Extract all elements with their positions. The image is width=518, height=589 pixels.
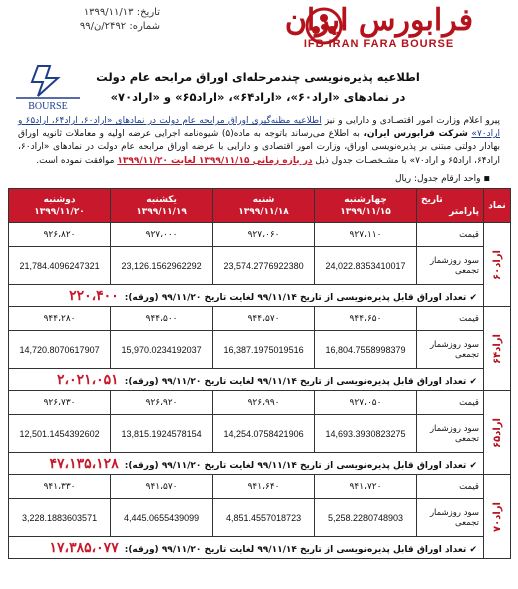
profit-label: سود روزشمار تجمعی <box>417 415 484 453</box>
day-name: یکشنبه <box>146 194 177 205</box>
price-cell: ۹۴۴،۲۸۰ <box>9 307 111 331</box>
profit-cell: 16,387.1975019516 <box>213 331 315 369</box>
profit-cell: 16,804.7558998379 <box>315 331 417 369</box>
total-value: ۲،۰۲۱،۰۵۱ <box>57 371 119 387</box>
profit-row <box>9 247 511 285</box>
date-block <box>20 6 160 34</box>
price-cell: ۹۲۷،۰۰۰ <box>111 223 213 247</box>
profit-label: سود روزشمار تجمعی <box>417 331 484 369</box>
price-row <box>9 391 511 415</box>
day-date: ۱۳۹۹/۱۱/۱۵ <box>340 206 391 217</box>
notice-body <box>18 115 500 168</box>
number-value: ۲۴۹۲/ن/۹۹ <box>79 21 127 32</box>
symbol-cell: اراد۶۵ <box>484 391 511 475</box>
day-name: دوشنبه <box>43 194 76 205</box>
profit-row <box>9 499 511 537</box>
table-header-row <box>9 189 511 223</box>
day-name: چهارشنبه <box>344 194 387 205</box>
day-name: شنبه <box>252 194 275 205</box>
profit-row <box>9 331 511 369</box>
day-date: ۱۳۹۹/۱۱/۱۹ <box>136 206 187 217</box>
profit-cell: 23,574.2776922380 <box>213 247 315 285</box>
price-row <box>9 307 511 331</box>
col-day-3 <box>111 189 213 223</box>
body-part-5: موافقت نموده است. <box>36 155 115 166</box>
notice-link[interactable]: اطلاعیه مظنه‌گیری اوراق مرابحه عام دولت در نمادهای «اراد۶۰، اراد۶۴، اراد۶۵ و اراد۷۰» <box>18 116 500 140</box>
col-day-2 <box>213 189 315 223</box>
notice-title: اطلاعیه پذیره‌نویسی چندمرحله‌ای اوراق مرابحه عام دولت <box>96 70 420 84</box>
logo-title: فرابورس ایران <box>284 3 474 38</box>
profit-cell: 14,254.0758421906 <box>213 415 315 453</box>
price-cell: ۹۴۴،۵۷۰ <box>213 307 315 331</box>
unit-label-text: واحد ارقام جدول: ریال <box>395 174 481 184</box>
bourse-logo-text: BOURSE <box>28 101 68 112</box>
col-date: تاریخ <box>421 194 443 205</box>
price-cell: ۹۴۱،۶۴۰ <box>213 475 315 499</box>
price-label: قیمت <box>417 391 484 415</box>
unit-label: ◾ واحد ارقام جدول: ریال <box>395 174 490 184</box>
price-cell: ۹۲۶،۹۹۰ <box>213 391 315 415</box>
total-label: تعداد اوراق قابل پذیره‌نویسی از تاریخ ۹۹/۱۱/۱۴ لغایت تاریخ ۹۹/۱۱/۲۰ (ورقه): <box>124 377 467 387</box>
total-row <box>9 285 511 307</box>
body-company: شرکت فرابورس ایران، <box>363 129 468 140</box>
logo-subtitle: IFB IRAN FARA BOURSE <box>303 38 455 50</box>
price-label: قیمت <box>417 307 484 331</box>
price-cell: ۹۲۶،۷۳۰ <box>9 391 111 415</box>
price-cell: ۹۲۶،۹۲۰ <box>111 391 213 415</box>
profit-label: سود روزشمار تجمعی <box>417 499 484 537</box>
price-row <box>9 475 511 499</box>
price-cell: ۹۴۱،۷۲۰ <box>315 475 417 499</box>
profit-cell: 4,851.4557018723 <box>213 499 315 537</box>
body-date-range: در بازه زمانی ۱۳۹۹/۱۱/۱۵ لغایت ۱۳۹۹/۱۱/۲۰ <box>117 155 313 166</box>
price-cell: ۹۴۱،۳۳۰ <box>9 475 111 499</box>
price-cell: ۹۴۴،۶۵۰ <box>315 307 417 331</box>
profit-cell: 12,501.1454392602 <box>9 415 111 453</box>
total-cell: ✔ تعداد اوراق قابل پذیره‌نویسی از تاریخ ۹۹/۱۱/۱۴ لغایت تاریخ ۹۹/۱۱/۲۰ (ورقه):۲،۰۲۱،۰۵۱ <box>9 369 484 391</box>
profit-cell: 21,784.4096247321 <box>9 247 111 285</box>
offering-table <box>8 188 511 559</box>
price-cell: ۹۲۷،۱۱۰ <box>315 223 417 247</box>
number-label: شماره: <box>129 21 160 32</box>
profit-cell: 13,815.1924578154 <box>111 415 213 453</box>
profit-label: سود روزشمار تجمعی <box>417 247 484 285</box>
col-symbol: نماد <box>484 189 511 223</box>
col-day-1 <box>315 189 417 223</box>
total-label: تعداد اوراق قابل پذیره‌نویسی از تاریخ ۹۹/۱۱/۱۴ لغایت تاریخ ۹۹/۱۱/۲۰ (ورقه): <box>124 293 467 303</box>
price-cell: ۹۲۷،۰۶۰ <box>213 223 315 247</box>
profit-cell: 3,228.1883603571 <box>9 499 111 537</box>
total-row <box>9 537 511 559</box>
body-part-3: به اطلاع می‌رساند باتوجه به ماده(۵) شیوه‌نامه اجرایی عرضه اولیه و معاملات ثانویه اوراق بهادار دولتی مبتنی بر پذیره‌نویسی اوراق، وزارت امور اقتصادی و دارایی با عرضه اوراق مرابحه عام دولت در نمادهای «اراد۶۰، اراد۶۴، اراد۶۵ و اراد۷۰» با مشـخصـات جدول ذیل <box>18 129 500 166</box>
price-label: قیمت <box>417 223 484 247</box>
day-date: ۱۳۹۹/۱۱/۱۸ <box>238 206 289 217</box>
profit-cell: 14,693.3930823275 <box>315 415 417 453</box>
col-param: پارامتر <box>449 206 479 217</box>
total-value: ۲۲۰،۴۰۰ <box>69 287 119 303</box>
profit-cell: 23,126.1562962292 <box>111 247 213 285</box>
symbol-cell: اراد۶۴ <box>484 307 511 391</box>
price-cell: ۹۴۴،۵۰۰ <box>111 307 213 331</box>
date-value: ۱۳۹۹/۱۱/۱۳ <box>83 7 134 18</box>
total-value: ۱۷،۳۸۵،۰۷۷ <box>49 539 119 555</box>
date-label: تاریخ: <box>136 7 160 18</box>
total-row <box>9 453 511 475</box>
total-cell: ✔ تعداد اوراق قابل پذیره‌نویسی از تاریخ ۹۹/۱۱/۱۴ لغایت تاریخ ۹۹/۱۱/۲۰ (ورقه):۴۷،۱۳۵،۱۲۸ <box>9 453 484 475</box>
total-cell: ✔ تعداد اوراق قابل پذیره‌نویسی از تاریخ ۹۹/۱۱/۱۴ لغایت تاریخ ۹۹/۱۱/۲۰ (ورقه):۲۲۰،۴۰۰ <box>9 285 484 307</box>
profit-cell: 24,022.8353410017 <box>315 247 417 285</box>
profit-row <box>9 415 511 453</box>
price-row <box>9 223 511 247</box>
total-row <box>9 369 511 391</box>
col-day-4 <box>9 189 111 223</box>
symbol-cell: اراد۶۰ <box>484 223 511 307</box>
price-cell: ۹۲۶،۸۲۰ <box>9 223 111 247</box>
profit-cell: 5,258.2280748903 <box>315 499 417 537</box>
notice-subtitle: در نمادهای «اراد۶۰»، «اراد۶۴»، «اراد۶۵» و «اراد۷۰» <box>110 90 406 104</box>
col-date-param <box>417 189 484 223</box>
symbol-cell: اراد۷۰ <box>484 475 511 559</box>
price-cell: ۹۴۱،۵۷۰ <box>111 475 213 499</box>
profit-cell: 4,445.0655439099 <box>111 499 213 537</box>
body-part-1: پیرو اعلام وزارت امور اقتصـادی و دارایی و نیز <box>324 116 500 126</box>
profit-cell: 15,970.0234192037 <box>111 331 213 369</box>
total-value: ۴۷،۱۳۵،۱۲۸ <box>49 455 119 471</box>
total-label: تعداد اوراق قابل پذیره‌نویسی از تاریخ ۹۹/۱۱/۱۴ لغایت تاریخ ۹۹/۱۱/۲۰ (ورقه): <box>124 461 467 471</box>
total-cell: ✔ تعداد اوراق قابل پذیره‌نویسی از تاریخ ۹۹/۱۱/۱۴ لغایت تاریخ ۹۹/۱۱/۲۰ (ورقه):۱۷،۳۸۵،۰۷۷ <box>9 537 484 559</box>
price-label: قیمت <box>417 475 484 499</box>
price-cell: ۹۲۷،۰۵۰ <box>315 391 417 415</box>
total-label: تعداد اوراق قابل پذیره‌نویسی از تاریخ ۹۹/۱۱/۱۴ لغایت تاریخ ۹۹/۱۱/۲۰ (ورقه): <box>124 545 467 555</box>
day-date: ۱۳۹۹/۱۱/۲۰ <box>34 206 85 217</box>
profit-cell: 14,720.8070617907 <box>9 331 111 369</box>
